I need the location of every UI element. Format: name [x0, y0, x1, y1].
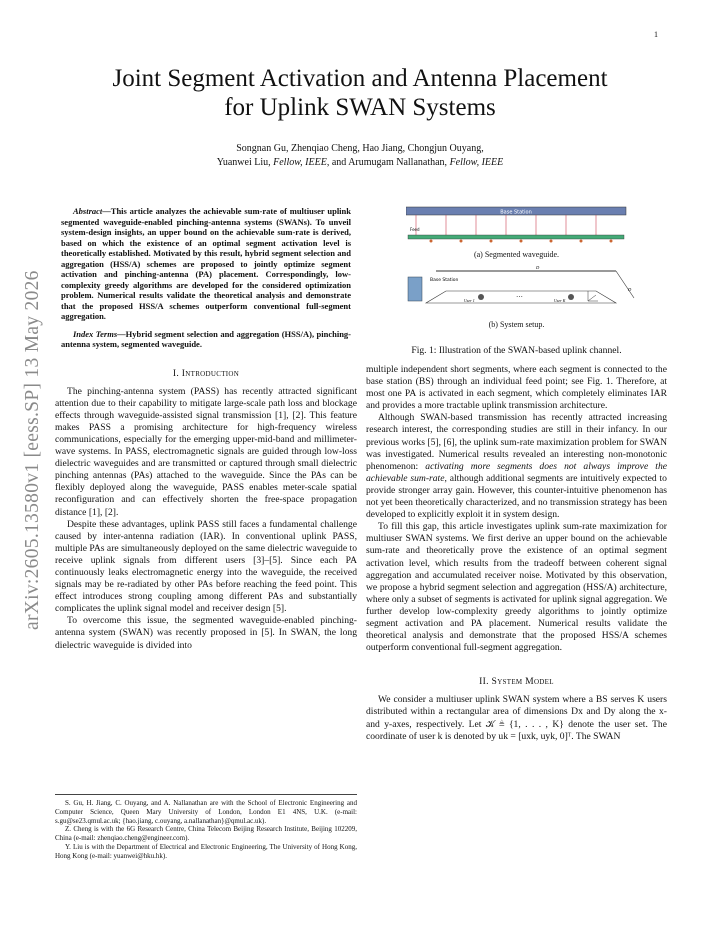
waveguide-segments: [408, 235, 624, 239]
section-heading-introduction: I. Introduction: [172, 367, 240, 379]
subcaption-b: (b) System setup.: [488, 320, 545, 329]
page-number: 1: [654, 30, 658, 39]
paper-title: Joint Segment Activation and Antenna Placement for Uplink SWAN Systems: [112, 65, 608, 121]
footnote: Y. Liu is with the Department of Electrical and Electronic Engineering, The University of Hong Kong, Hong Kong (e-mail: yuanwei@hku.hk).: [55, 842, 357, 860]
arxiv-stamp: arXiv:2605.13580v1 [eess.SP] 13 May 2026: [22, 270, 43, 630]
user-icon: [568, 294, 574, 300]
intro-paragraph: The pinching-antenna system (PASS) has recently attracted significant attention due to their capability to mitigate large-scale path loss and blockage effects through waveguide-assisted signal transmission [1], [2]. This feature makes PASS a promising architecture for high-frequency wireless communications, especially for the emerging upper-mid-band and millimeter-wave systems. In PASS, electromagnetic signals are guided through low-loss dielectric waveguides and are transmitted or captured through small dielectric pinching antennas (PAs) attached to the waveguide. Since the PAs can be flexibly deployed along the waveguide, PASS enables meter-scale spatial reconfiguration and can effectively shorten the free-space propagation distance [1], [2].: [55, 385, 357, 518]
right-column: [366, 364, 667, 743]
left-column: [55, 206, 357, 652]
authors-line-2: Yuanwei Liu, Fellow, IEEE, and Arumugam Nallanathan, Fellow, IEEE: [216, 156, 504, 168]
footnote: S. Gu, H. Jiang, C. Ouyang, and A. Nallanathan are with the School of Electronic Engineering and Computer Science, Queen Mary University of London, London E1 4NS, U.K. (e-mail: s.gu@se23.qmul.ac.uk; {hao.jiang, c.ouyang, a.nallanathan}@qmul.ac.uk).: [55, 799, 357, 825]
body-paragraph: To fill this gap, this article investigates uplink sum-rate maximization for multiuser SWAN systems. We first derive an upper bound on the achievable sum-rate and theoretically prove the existence of an optimal segment activation level, which results from the tradeoff between coherent signal aggregation and accumulated receiver noise. Motivated by this observation, we propose a hybrid segment selection and aggregation (HSS/A) architecture, where only a subset of segments is activated for uplink signal aggregation. We further develop low-complexity greedy algorithms to jointly optimize segment activation and PA placement. Numerical results validate the theoretical analysis and demonstrate that the proposed HSS/A schemes outperform conventional full-segment aggregation.: [366, 521, 667, 654]
figure-1: [366, 205, 667, 340]
base-station-label: Base Station: [500, 209, 532, 216]
index-terms: Index Terms—Hybrid segment selection and aggregation (HSS/A), pinching-antenna system, segmented waveguide.: [61, 328, 351, 349]
footnotes: [55, 794, 357, 861]
dy-label: D: [628, 287, 632, 292]
bs-label: Base Station: [430, 278, 459, 283]
body-paragraph: We consider a multiuser uplink SWAN system where a BS serves K users distributed within a rectangular area of dimensions Dx and Dy along the x- and y-axes, respectively. Let 𝒦 ≜ {1, . . . , K} denote the user set. The coordinate of user k is denoted by uk = [uxk, uyk, 0]ᵀ. The SWAN: [366, 694, 667, 742]
dx-label: D: [536, 265, 540, 270]
abstract: Abstract—This article analyzes the achievable sum-rate of multiuser uplink segmented waveguide-enabled pinching-antenna systems (SWANs). To unveil system-design insights, an upper bound on the achievable sum-rate is derived, based on which the existence of an optimal segment activation level is theoretically established. Motivated by this result, hybrid segment selection and aggregation (HSS/A) schemes are proposed to jointly optimize segment activation and pinching-antenna (PA) placement. Correspondingly, low-complexity greedy algorithms are developed for the considered optimization problem. Numerical results validate the theoretical analysis and demonstrate that the proposed HSS/A schemes outperform conventional full-segment aggregation.: [61, 206, 351, 321]
section-heading-system-model: II. System Model: [479, 676, 554, 688]
intro-paragraph: Despite these advantages, uplink PASS still faces a fundamental challenge caused by inter-antenna radiation (IAR). In conventional uplink PASS, multiple PAs are simultaneously deployed on the same dielectric waveguide to receive uplink signals from different users [3]–[5]. Since each PA continuously leaks electromagnetic energy into the waveguide, the received signals may be re-radiated by other PAs before reaching the feed point. This effect introduces strong coupling among different PAs and substantially complicates the uplink signal model and receiver design [5].: [55, 518, 357, 615]
subcaption-a: (a) Segmented waveguide.: [473, 250, 560, 259]
feed-lines: [416, 215, 596, 235]
user-k-label: User K: [554, 298, 566, 303]
pinching-antenna-dots: [430, 240, 613, 243]
feed-label: Feed: [410, 227, 420, 232]
user-1-label: User 1: [464, 298, 475, 303]
ellipsis-label: ···: [516, 293, 523, 301]
waveguide-depth: [616, 271, 634, 298]
system-setup-diagram: [366, 263, 667, 318]
author-list: [0, 142, 720, 169]
authors-line-1: Songnan Gu, Zhenqiao Cheng, Hao Jiang, Chongjun Ouyang,: [236, 143, 484, 154]
body-paragraph: Although SWAN-based transmission has recently attracted increasing research interest, the corresponding studies are still in their infancy. In our previous works [5], [6], the uplink sum-rate maximization problem for SWAN was investigated. Numerical results revealed an interesting non-monotonic phenomenon: activating more segments does not always improve the achievable sum-rate, although additional segments are intuitively expected to provide stronger array gain. However, this counter-intuitive phenomenon has not yet been theoretically characterized, and no transmission strategy has been developed to explicitly exploit it in system design.: [366, 412, 667, 521]
footnote: Z. Cheng is with the 6G Research Centre, China Telecom Beijing Research Institute, Beijing 102209, China (e-mail: zhenqiao.cheng@engineer.com).: [55, 825, 357, 843]
body-paragraph: multiple independent short segments, where each segment is connected to the base station (BS) through an individual feed point; see Fig. 1. Therefore, at most one PA is activated in each segment, which completely eliminates IAR and provides a more tractable uplink transmission architecture.: [366, 364, 667, 412]
figure-caption: Fig. 1: Illustration of the SWAN-based uplink channel.: [411, 345, 622, 356]
bs-tower-icon: [408, 277, 422, 301]
axes-icon: [588, 291, 598, 301]
intro-paragraph: To overcome this issue, the segmented waveguide-enabled pinching-antenna system (SWAN) was recently proposed in [5]. In SWAN, the long dielectric waveguide is divided into: [55, 615, 357, 651]
user-icon: [478, 294, 484, 300]
segmented-waveguide-diagram: [406, 205, 707, 250]
